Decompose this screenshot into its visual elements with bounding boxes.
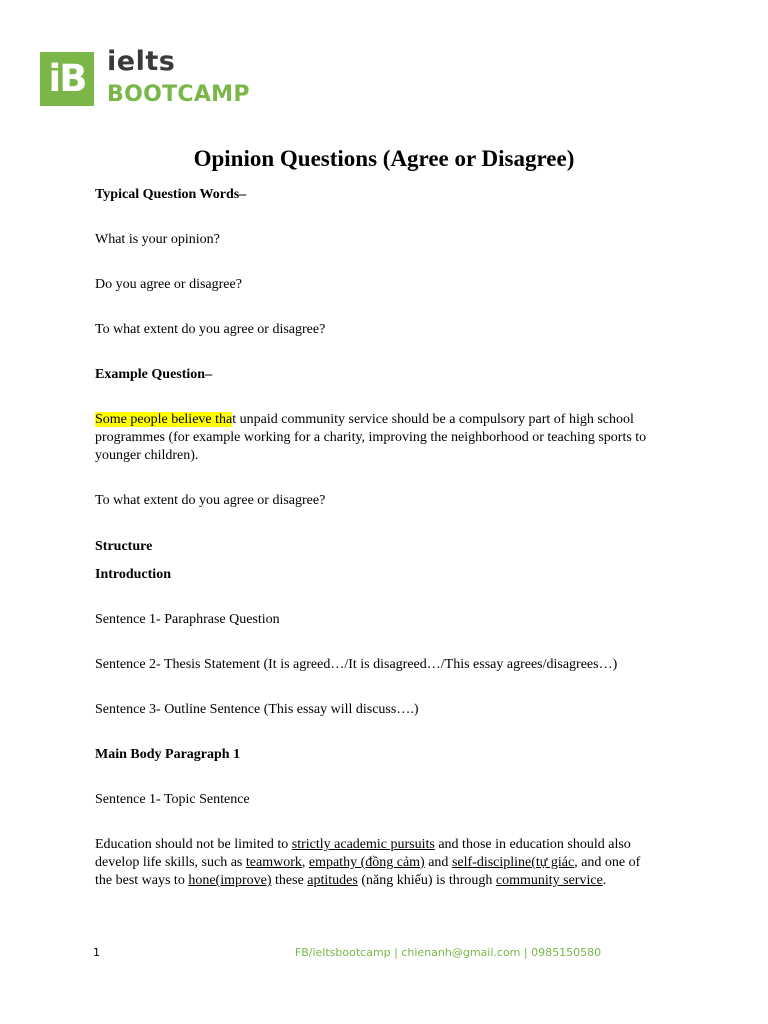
logo-mark: iB bbox=[48, 57, 86, 100]
vocab-term: teamwork bbox=[245, 855, 302, 870]
typical-question-3: To what extent do you agree or disagree? bbox=[95, 322, 326, 337]
vocab-term: strictly academic pursuits bbox=[291, 837, 435, 852]
introduction-heading: Introduction bbox=[95, 567, 171, 582]
model-line-3: the best ways to hone(improve) these aptitudes (năng khiếu) is through community service. bbox=[95, 873, 607, 888]
example-question-text bbox=[95, 411, 705, 465]
logo-word-ielts: ielts bbox=[107, 46, 176, 77]
footer-contact: FB/ieltsbootcamp | chienanh@gmail.com | 0985150580 bbox=[294, 946, 602, 959]
example-line-1: Some people believe that unpaid community service should be a compulsory part of high school bbox=[95, 412, 634, 427]
example-question-prompt: To what extent do you agree or disagree? bbox=[95, 493, 326, 508]
typical-question-heading: Typical Question Words– bbox=[95, 187, 247, 202]
typical-question-2: Do you agree or disagree? bbox=[95, 277, 242, 292]
intro-sentence-2: Sentence 2- Thesis Statement (It is agreed…/It is disagreed…/This essay agrees/disagrees…) bbox=[95, 657, 618, 672]
highlighted-text: Some people believe tha bbox=[95, 412, 233, 427]
structure-heading: Structure bbox=[95, 539, 153, 554]
ib-logo-icon bbox=[40, 52, 94, 106]
intro-sentence-3: Sentence 3- Outline Sentence (This essay will discuss….) bbox=[95, 702, 419, 717]
model-line-1: Education should not be limited to strictly academic pursuits and those in education should also bbox=[95, 837, 631, 852]
model-topic-sentence bbox=[95, 836, 705, 890]
example-question-heading: Example Question– bbox=[95, 367, 213, 382]
vocab-term: aptitudes bbox=[307, 873, 358, 888]
vocab-term: self-discipline(tự giác bbox=[451, 855, 575, 870]
logo-word-bootcamp: BOOTCAMP bbox=[107, 82, 250, 107]
vocab-term: community service bbox=[495, 873, 603, 888]
topic-sentence-label: Sentence 1- Topic Sentence bbox=[95, 792, 250, 807]
example-line-3: younger children). bbox=[95, 448, 199, 463]
vocab-term: empathy (đồng cảm) bbox=[308, 855, 425, 870]
example-line-2: programmes (for example working for a charity, improving the neighborhood or teaching sports to bbox=[95, 430, 647, 445]
page-number: 1 bbox=[93, 946, 100, 959]
main-body-paragraph-1-heading: Main Body Paragraph 1 bbox=[95, 747, 241, 762]
model-line-2: develop life skills, such as teamwork, empathy (đồng cảm) and self-discipline(tự giác, and one of bbox=[95, 855, 641, 870]
vocab-term: hone(improve) bbox=[188, 873, 272, 888]
typical-question-1: What is your opinion? bbox=[95, 232, 220, 247]
page-title: Opinion Questions (Agree or Disagree) bbox=[193, 146, 575, 171]
intro-sentence-1: Sentence 1- Paraphrase Question bbox=[95, 612, 280, 627]
